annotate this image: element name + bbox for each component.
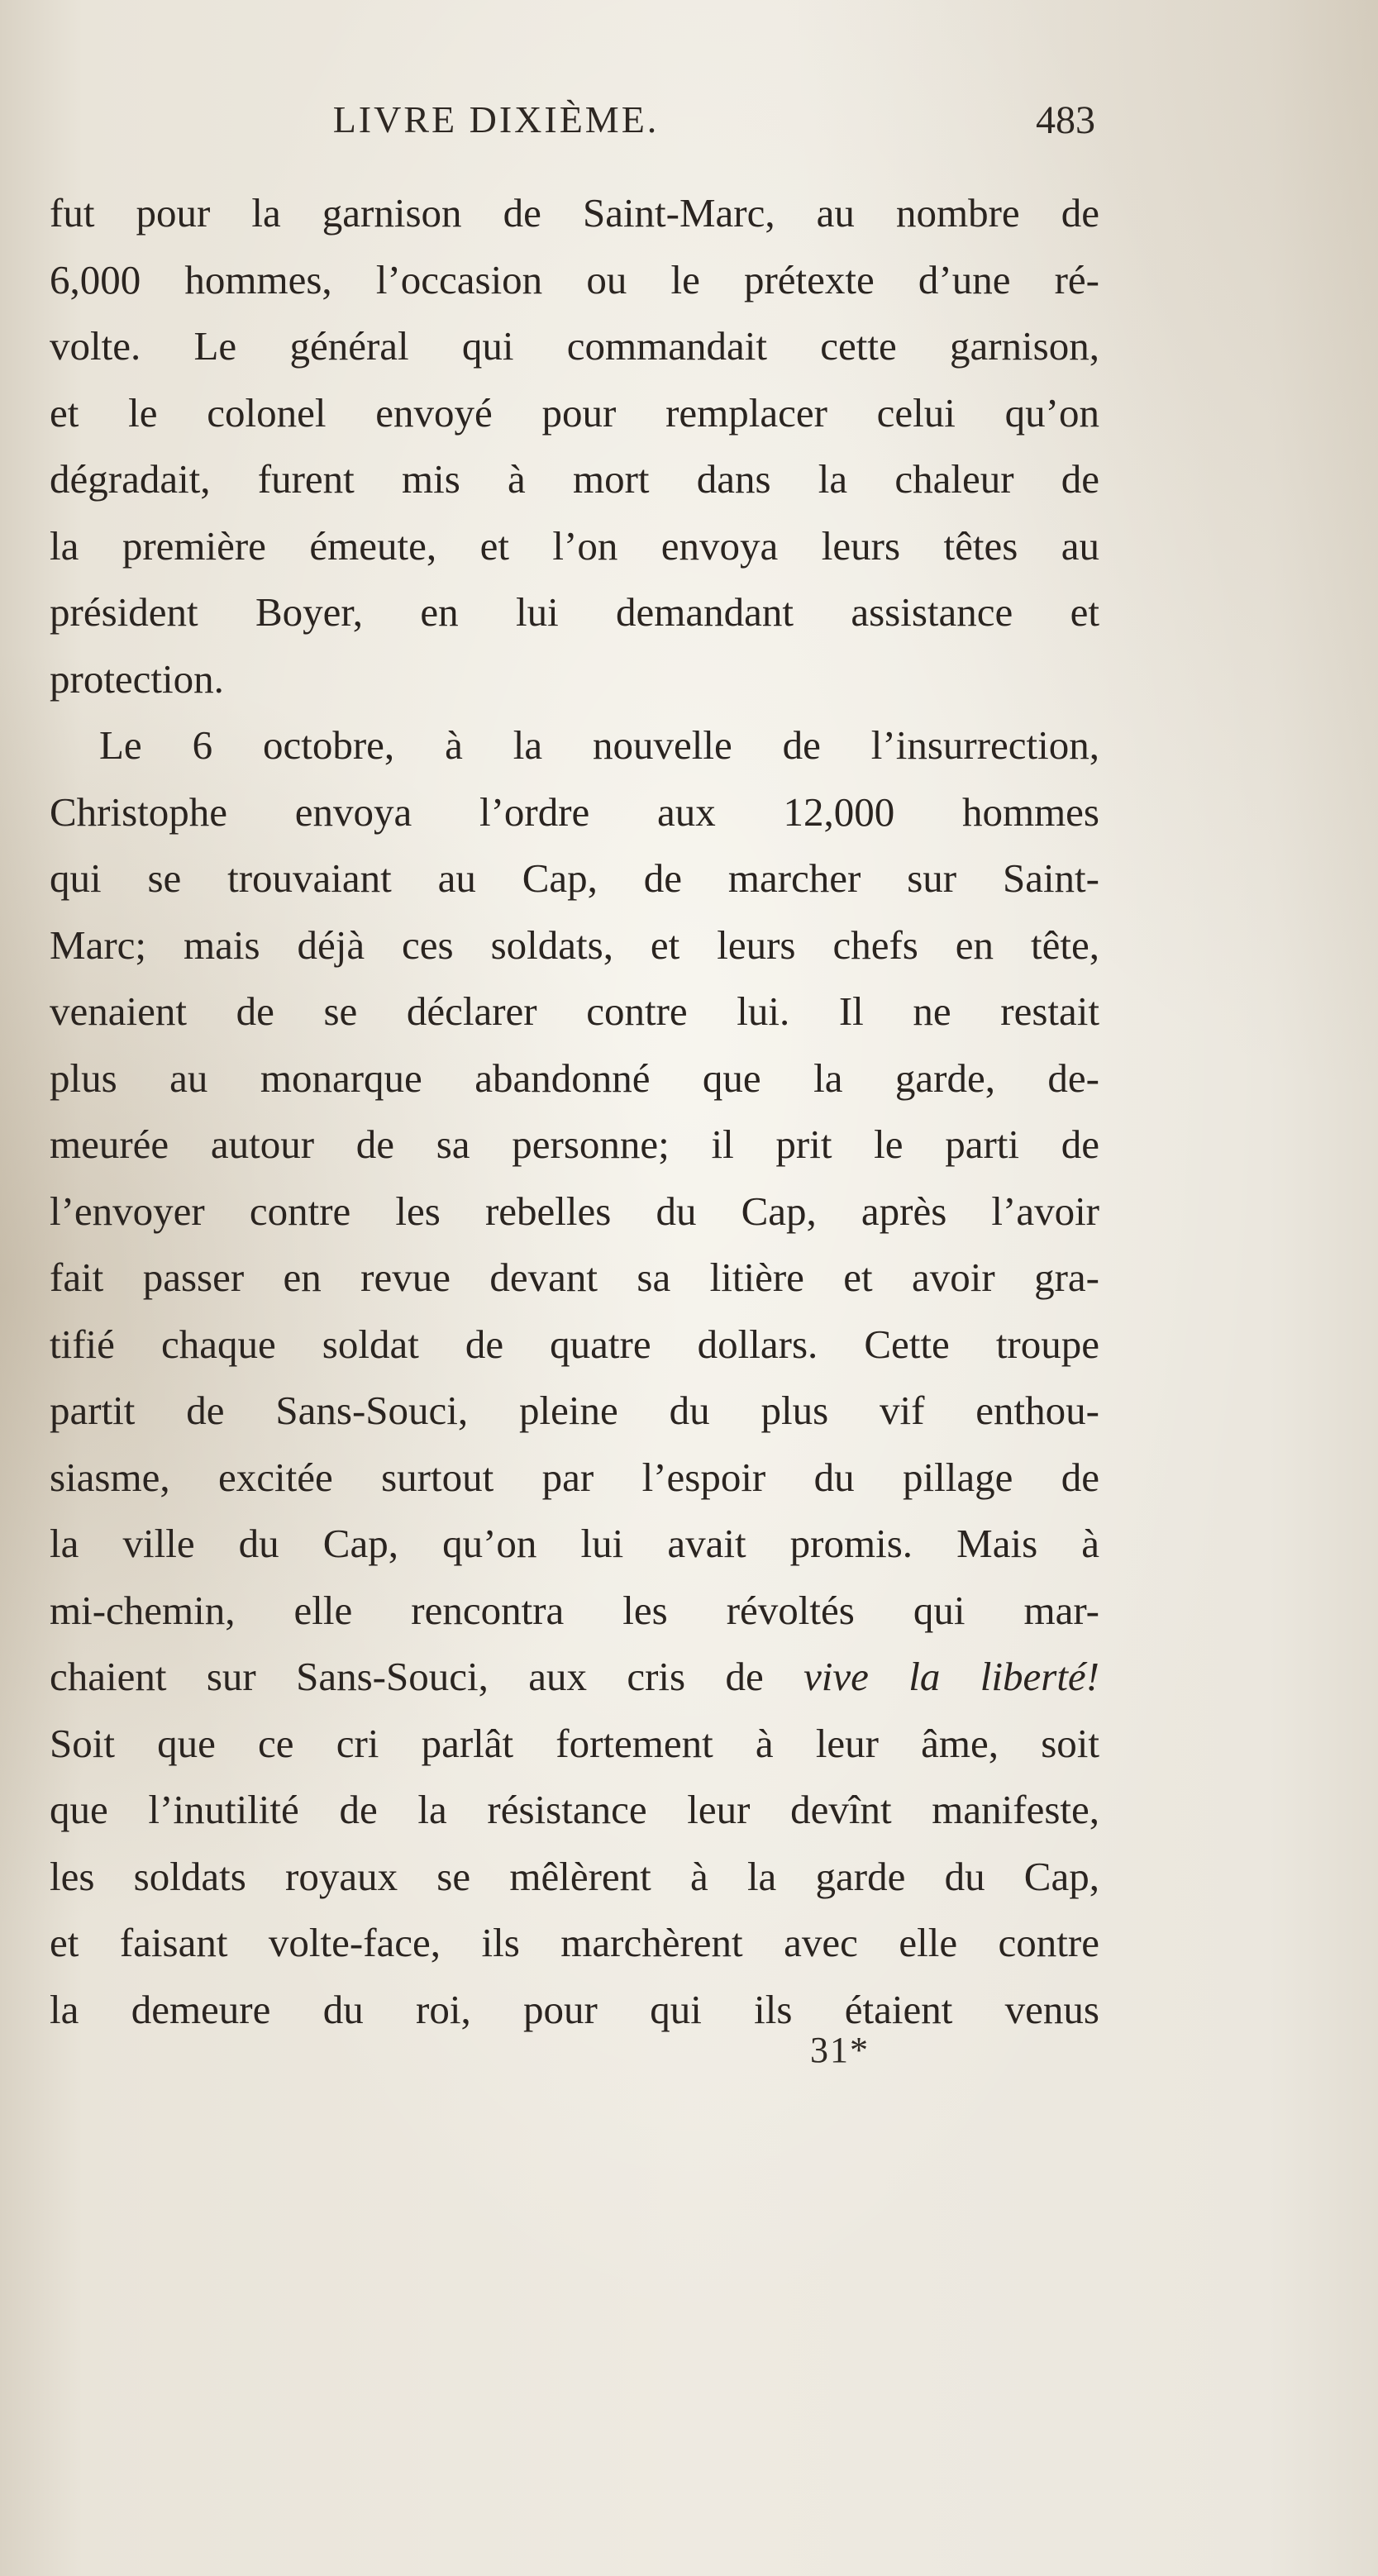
running-title: LIVRE DIXIÈME.	[332, 98, 660, 140]
text-line: volte. Le général qui commandait cette garnison,	[50, 323, 1099, 369]
text-line: siasme, excitée surtout par l’espoir du pillage de	[50, 1454, 1099, 1500]
text-line: Le 6 octobre, à la nouvelle de l’insurrection,	[99, 722, 1099, 768]
page-number: 483	[1036, 98, 1095, 142]
text-line: la demeure du roi, pour qui ils étaient venus	[50, 1986, 1099, 2032]
text-run: chaient sur Sans-Souci, aux cris de	[50, 1654, 804, 1699]
text-line: fut pour la garnison de Saint-Marc, au nombre de	[50, 190, 1099, 236]
text-line: plus au monarque abandonné que la garde, de-	[50, 1055, 1099, 1101]
text-line-with-emphasis	[50, 1644, 1099, 1711]
text-line: et le colonel envoyé pour remplacer celui qu’on	[50, 389, 1099, 436]
text-line: l’envoyer contre les rebelles du Cap, après l’avoir	[50, 1188, 1099, 1234]
text-line: Soit que ce cri parlât fortement à leur âme, soit	[50, 1720, 1099, 1766]
text-line: venaient de se déclarer contre lui. Il ne restait	[50, 988, 1099, 1034]
signature-mark: 31*	[810, 2030, 870, 2070]
text-line: fait passer en revue devant sa litière et avoir gra-	[50, 1255, 1099, 1300]
body-text	[50, 180, 1099, 2043]
text-line: la ville du Cap, qu’on lui avait promis. Mais à	[50, 1521, 1099, 1566]
text-line: 6,000 hommes, l’occasion ou le prétexte d’une ré-	[50, 256, 1099, 302]
text-line: président Boyer, en lui demandant assistance et	[50, 589, 1099, 635]
text-line: la première émeute, et l’on envoya leurs têtes au	[50, 522, 1099, 569]
italic-emphasis: vive la liberté!	[803, 1654, 1099, 1699]
text-line: et faisant volte-face, ils marchèrent avec elle contre	[50, 1920, 1099, 1965]
text-line: partit de Sans-Souci, pleine du plus vif enthou-	[50, 1388, 1099, 1433]
text-line: les soldats royaux se mêlèrent à la garde du Cap,	[50, 1853, 1099, 1899]
text-line: protection.	[50, 655, 224, 702]
text-line: que l’inutilité de la résistance leur devînt manifeste,	[50, 1787, 1099, 1832]
text-line: meurée autour de sa personne; il prit le parti de	[50, 1121, 1099, 1167]
text-line: tifié chaque soldat de quatre dollars. Cette troupe	[50, 1321, 1099, 1367]
text-line: Marc; mais déjà ces soldats, et leurs chefs en tête,	[50, 921, 1099, 968]
text-line: Christophe envoya l’ordre aux 12,000 hommes	[50, 788, 1099, 835]
text-line: mi-chemin, elle rencontra les révoltés qui mar-	[50, 1587, 1099, 1633]
running-head	[50, 98, 1095, 155]
text-line: qui se trouvaiant au Cap, de marcher sur Saint-	[50, 855, 1099, 901]
text-line: dégradait, furent mis à mort dans la chaleur de	[50, 456, 1099, 502]
